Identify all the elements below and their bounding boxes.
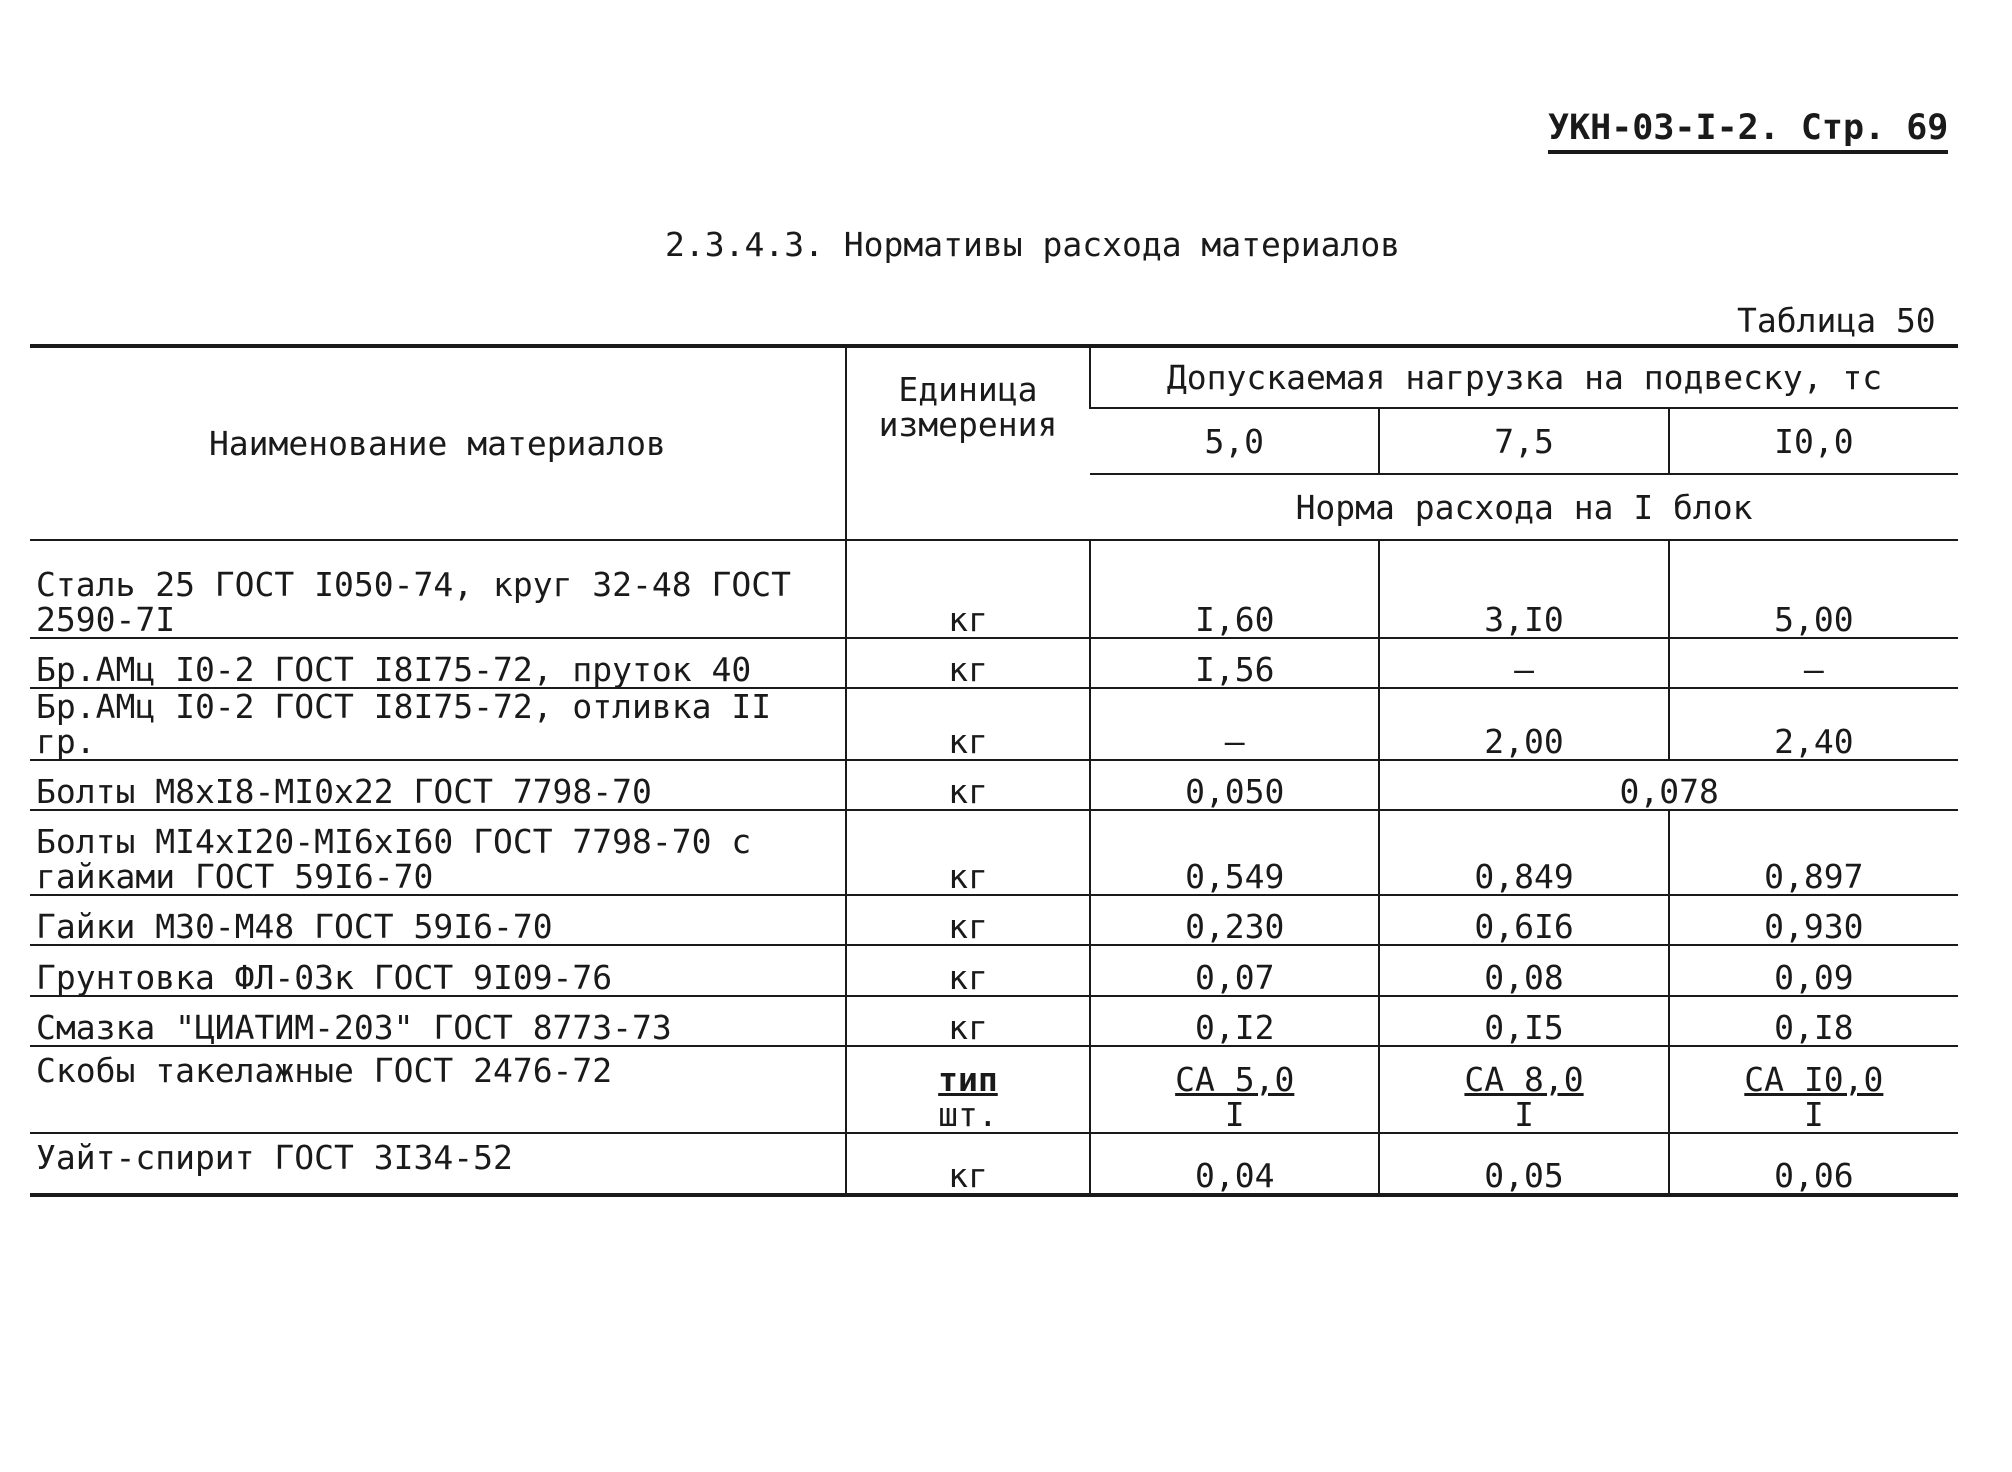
value-cell: – [1669,638,1958,688]
table-header-row [30,346,1958,408]
table-row [30,540,1958,638]
table-row [30,638,1958,688]
shackle-type: СА 5,0 [1175,1060,1295,1099]
header-load-3: I0,0 [1669,408,1958,474]
value-cell: 3,I0 [1379,540,1668,638]
unit-cell: кг [846,1133,1090,1195]
header-load: Допускаемая нагрузка на подвеску, тс [1090,346,1958,408]
table-row [30,688,1958,760]
value-cell: 0,930 [1669,895,1958,945]
material-name: Уайт-спирит ГОСТ 3I34-52 [30,1133,846,1195]
value-cell: 2,40 [1669,688,1958,760]
table-row [30,1046,1958,1133]
table-row [30,895,1958,945]
value-cell: 0,09 [1669,945,1958,996]
value-cell [1379,1046,1668,1133]
value-cell: 0,06 [1669,1133,1958,1195]
value-cell: – [1090,688,1379,760]
table-caption: Таблица 50 [1737,301,1936,340]
header-load-1: 5,0 [1090,408,1379,474]
header-norm: Норма расхода на I блок [1090,474,1958,540]
shackle-type: СА I0,0 [1744,1060,1884,1099]
value-cell [1090,1046,1379,1133]
value-cell: 0,050 [1090,760,1379,810]
unit-cell: кг [846,540,1090,638]
header-load-2: 7,5 [1379,408,1668,474]
value-cell: 0,6I6 [1379,895,1668,945]
value-cell: 0,08 [1379,945,1668,996]
material-name: Грунтовка ФЛ-03к ГОСТ 9I09-76 [30,945,846,996]
value-cell: 0,04 [1090,1133,1379,1195]
value-cell: 0,897 [1669,810,1958,895]
unit-cell: кг [846,688,1090,760]
unit-cell: кг [846,895,1090,945]
shackle-type: СА 8,0 [1464,1060,1584,1099]
value-cell: – [1379,638,1668,688]
unit-type: тип [938,1060,998,1099]
unit-cell: кг [846,760,1090,810]
unit-cell: кг [846,810,1090,895]
header-unit: Единица измерения [846,346,1090,540]
table-row [30,1133,1958,1195]
value-cell: 2,00 [1379,688,1668,760]
table-row [30,945,1958,996]
material-name: Бр.АМц I0-2 ГОСТ I8I75-72, пруток 40 [30,638,846,688]
value-cell: 0,549 [1090,810,1379,895]
value-cell-merged: 0,078 [1379,760,1958,810]
value-cell: 0,05 [1379,1133,1668,1195]
unit-pieces: шт. [938,1095,998,1134]
material-name: Болты МI4хI20-МI6хI60 ГОСТ 7798-70 с гайками ГОСТ 59I6-70 [30,810,846,895]
value-cell: 0,230 [1090,895,1379,945]
unit-cell: кг [846,638,1090,688]
material-name: Гайки М30-М48 ГОСТ 59I6-70 [30,895,846,945]
section-title: 2.3.4.3. Нормативы расхода материалов [665,225,1401,264]
shackle-count: I [1224,1095,1245,1134]
value-cell: 5,00 [1669,540,1958,638]
unit-cell: кг [846,945,1090,996]
unit-cell [846,1046,1090,1133]
material-name: Сталь 25 ГОСТ I050-74, круг 32-48 ГОСТ 2590-7I [30,540,846,638]
table-row [30,760,1958,810]
value-cell: 0,I5 [1379,996,1668,1046]
table-row [30,996,1958,1046]
unit-cell: кг [846,996,1090,1046]
shackle-count: I [1803,1095,1824,1134]
value-cell: 0,07 [1090,945,1379,996]
table-row [30,810,1958,895]
materials-table [30,344,1958,1197]
material-name: Бр.АМц I0-2 ГОСТ I8I75-72, отливка II гр. [30,688,846,760]
value-cell: 0,I8 [1669,996,1958,1046]
material-name: Болты М8хI8-МI0х22 ГОСТ 7798-70 [30,760,846,810]
material-name: Скобы такелажные ГОСТ 2476-72 [30,1046,846,1133]
value-cell: 0,I2 [1090,996,1379,1046]
material-name: Смазка "ЦИАТИМ-203" ГОСТ 8773-73 [30,996,846,1046]
value-cell: I,56 [1090,638,1379,688]
header-material-name: Наименование материалов [30,346,846,540]
value-cell: 0,849 [1379,810,1668,895]
shackle-count: I [1514,1095,1534,1134]
document-code: УКН-03-I-2. Стр. 69 [1548,108,1948,154]
value-cell [1669,1046,1958,1133]
value-cell: I,60 [1090,540,1379,638]
